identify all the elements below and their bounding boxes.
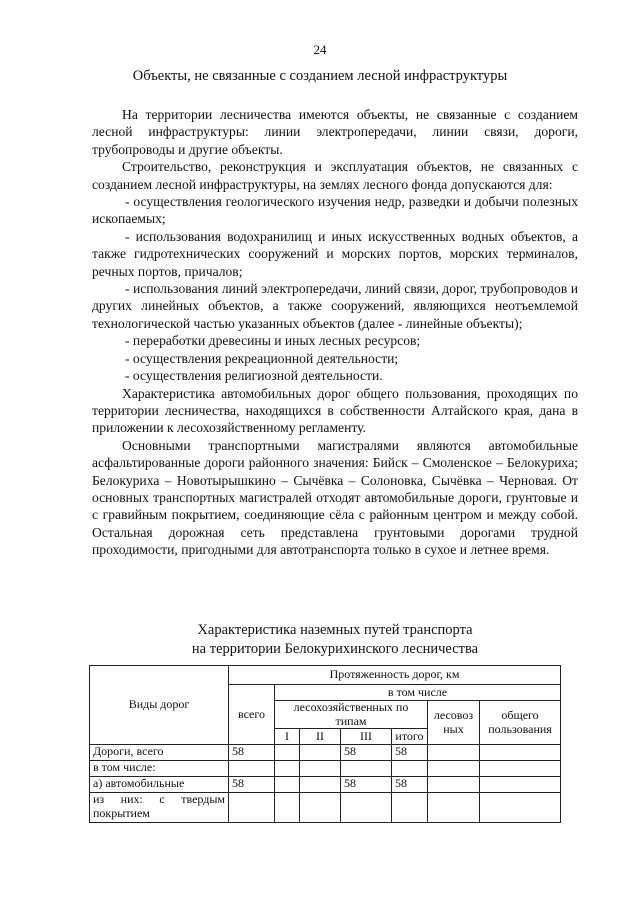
cell-type-3	[341, 793, 392, 823]
cell-public	[480, 761, 561, 777]
cell-timber	[428, 761, 480, 777]
cell-total	[229, 793, 275, 823]
cell-type-1	[275, 745, 300, 761]
cell-total	[229, 761, 275, 777]
cell-type-3: 58	[341, 745, 392, 761]
header-forestry-by-type: лесохозяйственных по типам	[275, 701, 428, 729]
header-subtotal: итого	[392, 729, 428, 745]
list-item: - осуществления религиозной деятельности.	[125, 368, 383, 384]
cell-public	[480, 793, 561, 823]
header-type-1: I	[275, 729, 300, 745]
header-length: Протяженность дорог, км	[229, 666, 561, 685]
paragraph: Строительство, реконструкция и эксплуатация объектов, не связанных с созданием лесной инфраструктуры, на землях лесного фонда допускаются для:	[92, 159, 578, 192]
cell-public	[480, 777, 561, 793]
cell-subtotal: 58	[392, 777, 428, 793]
table-row	[90, 761, 561, 777]
cell-total: 58	[229, 745, 275, 761]
cell-subtotal	[392, 793, 428, 823]
paragraph: На территории лесничества имеются объекты, не связанные с созданием лесной инфраструктуры: линии электропередачи, линии связи, дороги, трубопроводы и другие объекты.	[92, 107, 578, 157]
row-label: в том числе:	[90, 761, 229, 777]
table-row	[90, 793, 561, 823]
row-label: Дороги, всего	[90, 745, 229, 761]
header-type-3: III	[341, 729, 392, 745]
table-title	[0, 621, 640, 659]
cell-total: 58	[229, 777, 275, 793]
list-item: - осуществления рекреационной деятельности;	[125, 350, 399, 366]
cell-type-1	[275, 761, 300, 777]
list-item: - переработки древесины и иных лесных ресурсов;	[125, 333, 421, 349]
row-label: из них: с твердым покрытием	[90, 793, 229, 823]
section-heading: Объекты, не связанные с созданием лесной инфраструктуры	[132, 68, 508, 84]
table-title-line: на территории Белокурихинского лесничества	[191, 641, 479, 657]
cell-type-2	[300, 761, 341, 777]
list-item: - использования водохранилищ и иных искусственных водных объектов, а также гидротехнических сооружений и морских портов, морских терминалов, речных портов, причалов;	[92, 228, 578, 279]
table-row	[90, 745, 561, 761]
paragraph: Основными транспортными магистралями являются автомобильные асфальтированные дороги районного значения: Бийск – Смоленское – Белокуриха; Белокуриха – Новотырышкино – Сычёвка – Солоновка, Сычёвка – Черновая. От основных транспортных магистралей отходят автомобильные дороги, грунтовые и с гравийным покрытием, соединяющие сёла с районным центром и между собой. Остальная дорожная сеть представлена грунтовыми дорогами трудной проходимости, пригодными для автотранспорта только в сухое и летнее время.	[92, 437, 578, 558]
header-public: общего пользования	[480, 701, 561, 745]
header-timber: лесовоз ных	[428, 701, 480, 745]
page-number: 24	[313, 42, 327, 57]
cell-subtotal: 58	[392, 745, 428, 761]
cell-type-3: 58	[341, 777, 392, 793]
header-including: в том числе	[275, 685, 561, 701]
cell-type-2	[300, 793, 341, 823]
header-road-types: Виды дорог	[90, 666, 229, 745]
cell-type-2	[300, 777, 341, 793]
cell-type-1	[275, 793, 300, 823]
cell-timber	[428, 793, 480, 823]
table-row	[90, 777, 561, 793]
roads-table	[89, 665, 561, 823]
header-total: всего	[229, 685, 275, 745]
cell-timber	[428, 745, 480, 761]
cell-type-2	[300, 745, 341, 761]
list-item: - использования линий электропередачи, линий связи, дорог, трубопроводов и других линейных объектов, а также сооружений, являющихся неотъемлемой технологической частью указанных объектов (далее - линейные объекты);	[92, 281, 578, 331]
list-item: - осуществления геологического изучения недр, разведки и добычи полезных ископаемых;	[92, 194, 578, 227]
cell-type-1	[275, 777, 300, 793]
table-title-line: Характеристика наземных путей транспорта	[197, 622, 473, 638]
cell-type-3	[341, 761, 392, 777]
row-label: а) автомобильные	[90, 777, 229, 793]
cell-public	[480, 745, 561, 761]
cell-timber	[428, 777, 480, 793]
body-text	[92, 106, 578, 559]
header-type-2: II	[300, 729, 341, 745]
paragraph: Характеристика автомобильных дорог общего пользования, проходящих по территории лесничества, находящихся в собственности Алтайского края, дана в приложении к лесохозяйственному регламенту.	[92, 385, 578, 436]
cell-subtotal	[392, 761, 428, 777]
